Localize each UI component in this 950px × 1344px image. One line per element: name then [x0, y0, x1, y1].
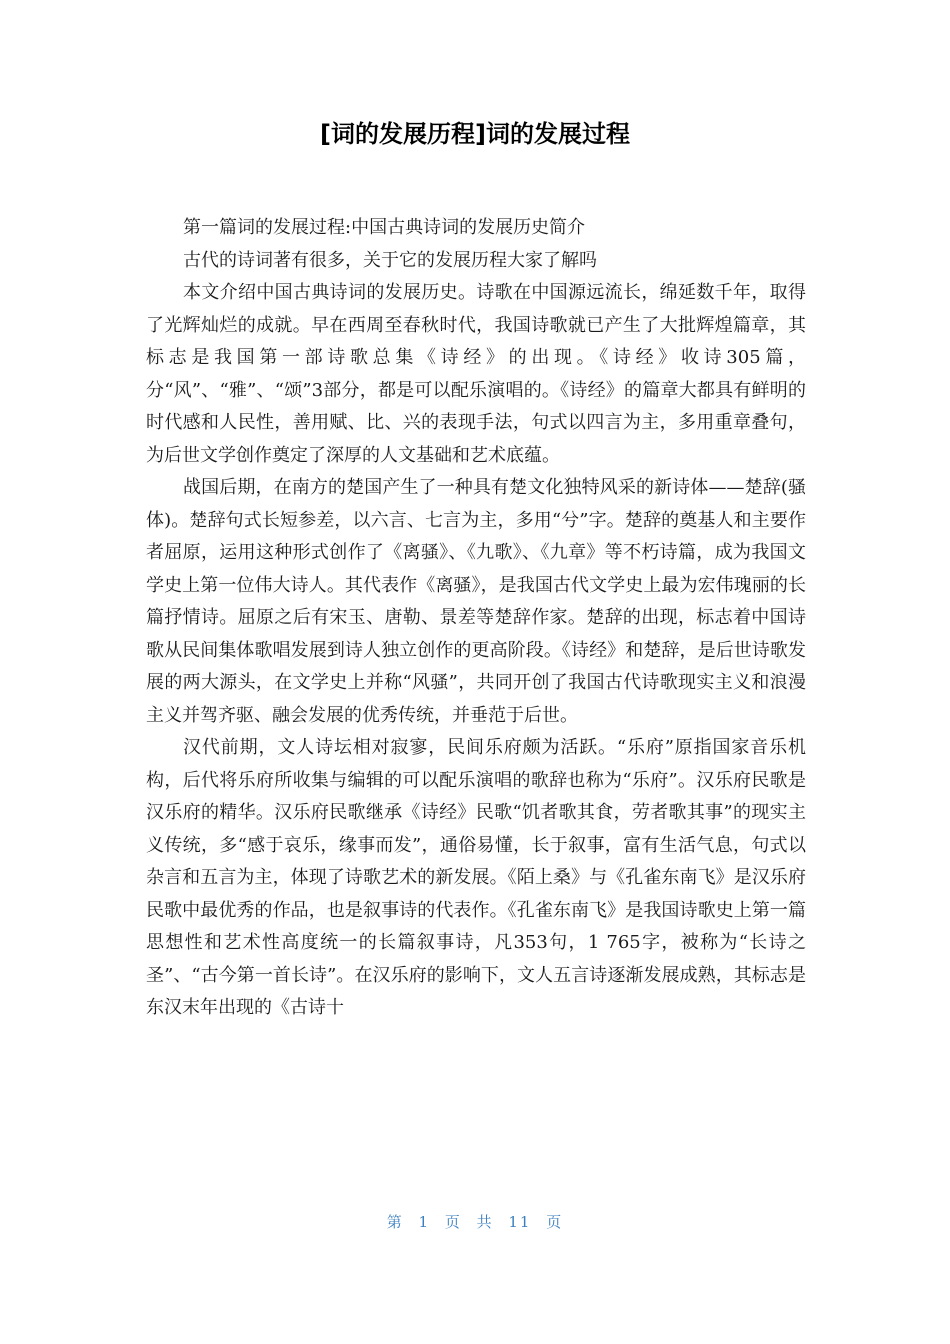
- document-body: [146, 212, 806, 1025]
- paragraph-yuefu: 汉代前期，文人诗坛相对寂寥，民间乐府颇为活跃。“乐府”原指国家音乐机构，后代将乐府所收集与编辑的可以配乐演唱的歌辞也称为“乐府”。汉乐府民歌是汉乐府的精华。汉乐府民歌继承《诗经》民歌“饥者歌其食，劳者歌其事”的现实主义传统，多“感于哀乐，缘事而发”，通俗易懂，长于叙事，富有生活气息，句式以杂言和五言为主，体现了诗歌艺术的新发展。《陌上桑》与《孔雀东南飞》是汉乐府民歌中最优秀的作品，也是叙事诗的代表作。《孔雀东南飞》是我国诗歌史上第一篇思想性和艺术性高度统一的长篇叙事诗，凡353句，1 765字，被称为“长诗之圣”、“古今第一首长诗”。在汉乐府的影响下，文人五言诗逐渐发展成熟，其标志是东汉末年出现的《古诗十: [146, 737, 806, 1018]
- paragraph-shijing: 本文介绍中国古典诗词的发展历史。诗歌在中国源远流长，绵延数千年，取得了光辉灿烂的成就。早在西周至春秋时代，我国诗歌就已产生了大批辉煌篇章，其标志是我国第一部诗歌总集《诗经》的出现。《诗经》收诗305篇，分“风”、“雅”、“颂”3部分，都是可以配乐演唱的。《诗经》的篇章大都具有鲜明的时代感和人民性，善用赋、比、兴的表现手法，句式以四言为主，多用重章叠句，为后世文学创作奠定了深厚的人文基础和艺术底蕴。: [146, 282, 806, 466]
- document-title: [词的发展历程]词的发展过程: [320, 120, 630, 148]
- paragraph-chuci: 战国后期，在南方的楚国产生了一种具有楚文化独特风采的新诗体——楚辞(骚体)。楚辞句式长短参差，以六言、七言为主，多用“兮”字。楚辞的奠基人和主要作者屈原，运用这种形式创作了《离骚》、《九歌》、《九章》等不朽诗篇，成为我国文学史上第一位伟大诗人。其代表作《离骚》，是我国古代文学史上最为宏伟瑰丽的长篇抒情诗。屈原之后有宋玉、唐勒、景差等楚辞作家。楚辞的出现，标志着中国诗歌从民间集体歌唱发展到诗人独立创作的更高阶段。《诗经》和楚辞，是后世诗歌发展的两大源头，在文学史上并称“风骚”，共同开创了我国古代诗歌现实主义和浪漫主义并驾齐驱、融会发展的优秀传统，并垂范于后世。: [146, 477, 806, 726]
- page-number-footer: 第 1 页 共 11 页: [386, 1213, 564, 1231]
- paragraph-subtitle: 第一篇词的发展过程:中国古典诗词的发展历史简介: [183, 217, 586, 238]
- paragraph-intro: 古代的诗词著有很多，关于它的发展历程大家了解吗: [183, 249, 597, 271]
